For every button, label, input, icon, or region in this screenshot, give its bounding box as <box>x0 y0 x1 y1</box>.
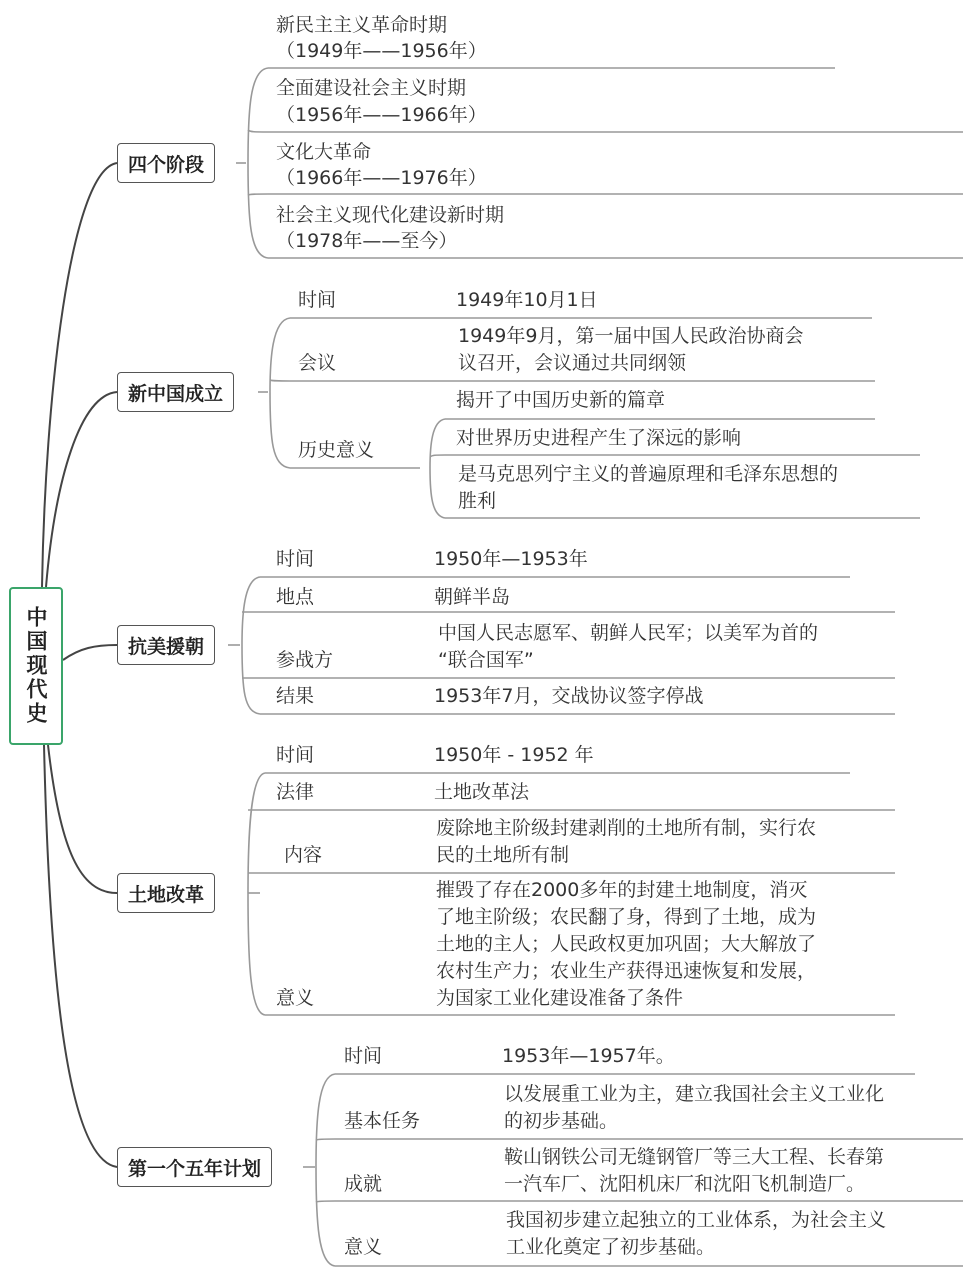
korea-time-value: 1950年—1953年 <box>434 548 588 570</box>
land-law-value: 土地改革法 <box>434 781 530 803</box>
land-significance-line3: 土地的主人；人民政权更加巩固；大大解放了 <box>436 933 817 955</box>
founding-significance-key: 历史意义 <box>298 439 375 461</box>
korea-parties-key: 参战方 <box>276 649 334 671</box>
branch-label: 第一个五年计划 <box>128 1157 262 1180</box>
plan-time-value: 1953年—1957年。 <box>502 1045 675 1067</box>
land-significance-line2: 了地主阶级；农民翻了身，得到了土地，成为 <box>436 906 817 928</box>
plan-significance-value-line1: 我国初步建立起独立的工业体系，为社会主义 <box>506 1209 887 1231</box>
stage-2-title: 全面建设社会主义时期 <box>276 77 467 99</box>
root-node[interactable] <box>9 587 63 745</box>
land-time-key: 时间 <box>276 744 315 766</box>
korea-result-key: 结果 <box>276 685 315 707</box>
land-time-value: 1950年 - 1952 年 <box>434 744 594 766</box>
land-significance-key: 意义 <box>276 987 315 1009</box>
stage-4-years: （1978年——至今） <box>276 230 458 252</box>
land-significance-line5: 为国家工业化建设准备了条件 <box>436 987 684 1009</box>
founding-meeting-value-line1: 1949年9月，第一届中国人民政治协商会 <box>458 325 804 347</box>
branch-node-land-reform[interactable] <box>117 873 215 913</box>
land-significance-line4: 农村生产力；农业生产获得迅速恢复和发展， <box>436 960 817 982</box>
land-significance-line1: 摧毁了存在2000多年的封建土地制度，消灭 <box>436 879 808 901</box>
stage-4-title: 社会主义现代化建设新时期 <box>276 204 505 226</box>
korea-parties-value-line1: 中国人民志愿军、朝鲜人民军；以美军为首的 <box>438 622 819 644</box>
founding-time-value: 1949年10月1日 <box>456 289 598 311</box>
branch-label: 土地改革 <box>128 883 205 906</box>
plan-task-value-line1: 以发展重工业为主，建立我国社会主义工业化 <box>504 1083 885 1105</box>
plan-significance-key: 意义 <box>344 1236 383 1258</box>
stage-3-title: 文化大革命 <box>276 141 372 163</box>
branch-label: 四个阶段 <box>128 153 205 176</box>
stage-2-years: （1956年——1966年） <box>276 104 487 126</box>
korea-place-key: 地点 <box>276 586 315 608</box>
founding-time-key: 时间 <box>298 289 337 311</box>
korea-result-value: 1953年7月，交战协议签字停战 <box>434 685 704 707</box>
plan-significance-value-line2: 工业化奠定了初步基础。 <box>506 1236 716 1258</box>
land-content-key: 内容 <box>284 844 323 866</box>
branch-label: 新中国成立 <box>128 382 224 405</box>
founding-significance-2: 对世界历史进程产生了深远的影响 <box>456 427 742 449</box>
stage-1-title: 新民主主义革命时期 <box>276 14 448 36</box>
plan-achievement-key: 成就 <box>344 1173 383 1195</box>
branch-node-first-five-year-plan[interactable] <box>117 1147 272 1187</box>
stage-3-years: （1966年——1976年） <box>276 167 487 189</box>
korea-time-key: 时间 <box>276 548 315 570</box>
stage-1-years: （1949年——1956年） <box>276 40 487 62</box>
plan-task-value-line2: 的初步基础。 <box>504 1110 619 1132</box>
korea-parties-value-line2: “联合国军” <box>438 649 534 671</box>
land-law-key: 法律 <box>276 781 315 803</box>
plan-time-key: 时间 <box>344 1045 383 1067</box>
branch-label: 抗美援朝 <box>128 635 205 658</box>
root-label: 中国现代史 <box>24 606 48 726</box>
founding-meeting-value-line2: 议召开，会议通过共同纲领 <box>458 352 687 374</box>
branch-node-founding-of-prc[interactable] <box>117 372 234 412</box>
founding-significance-3-line2: 胜利 <box>458 490 497 512</box>
plan-achievement-value-line2: 一汽车厂、沈阳机床厂和沈阳飞机制造厂。 <box>504 1173 866 1195</box>
land-content-value-line1: 废除地主阶级封建剥削的土地所有制，实行农 <box>436 817 817 839</box>
korea-place-value: 朝鲜半岛 <box>434 586 511 608</box>
founding-meeting-key: 会议 <box>298 352 337 374</box>
founding-significance-1: 揭开了中国历史新的篇章 <box>456 389 666 411</box>
branch-node-four-stages[interactable] <box>117 143 215 183</box>
branch-node-korean-war[interactable] <box>117 625 215 665</box>
founding-significance-3-line1: 是马克思列宁主义的普遍原理和毛泽东思想的 <box>458 463 839 485</box>
land-content-value-line2: 民的土地所有制 <box>436 844 570 866</box>
plan-task-key: 基本任务 <box>344 1110 421 1132</box>
plan-achievement-value-line1: 鞍山钢铁公司无缝钢管厂等三大工程、长春第 <box>504 1146 885 1168</box>
